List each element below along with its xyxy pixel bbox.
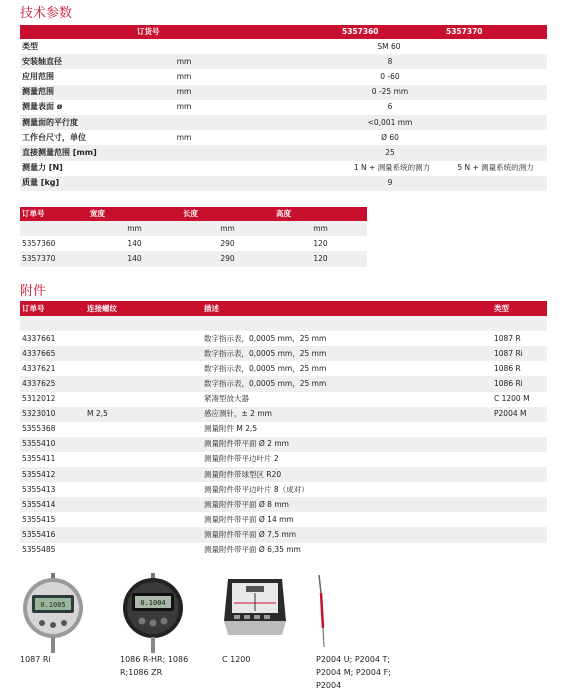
spec-row [20,161,547,176]
order-no-cell: 5355413 [22,484,56,494]
spec-unit: mm [176,102,192,112]
description-cell: 数字指示表，0,0005 mm，25 mm [204,363,327,373]
accessory-row [20,512,547,527]
spec-value: 6 [387,102,393,112]
header-height: 高度 [274,207,367,221]
spec-row [20,145,547,160]
type-cell [492,512,547,527]
width-cell: 140 [88,251,181,266]
svg-text:0.1004: 0.1004 [140,599,166,607]
description-cell: 感应测针，± 2 mm [202,407,492,422]
header-order-no: 订单号 [20,301,85,316]
spec-unit [135,115,233,130]
accessory-row [20,331,547,346]
width-cell: 140 [127,238,142,248]
amplifier-icon [220,573,290,643]
spec-row [20,100,547,115]
unit-cell: mm [181,221,274,236]
header-length: 长度 [181,207,274,221]
tech-spec-table [20,25,547,191]
digital-indicator-icon [118,573,188,653]
dimensions-row [20,251,367,266]
thread-cell [85,527,202,542]
spec-label: 质量 [kg] [20,176,135,191]
thread-cell [85,437,202,452]
order-no-cell: 4337625 [20,376,85,391]
spec-value-5357360: 1 N + 测量系统的测力 [353,163,431,173]
dimensions-table [20,207,367,267]
table-cell [492,316,547,331]
description-cell: 测量附件带平边叶片 2 [204,454,279,464]
spec-row [20,176,547,191]
spec-unit [135,145,233,160]
header-5357360: 5357360 [340,25,444,39]
order-no-cell: 5355415 [22,514,56,524]
header-width: 宽度 [88,207,181,221]
description-cell: 紧凑型放大器 [204,394,249,404]
spec-row [20,115,547,130]
table-cell [20,25,135,39]
product-caption: P2004 U; P2004 T; P2004 M; P2004 F; P2004 [316,655,391,690]
svg-text:0.1005: 0.1005 [40,601,66,609]
spec-label: 测量力 [N] [22,163,63,173]
product-caption: C 1200 [222,655,251,664]
type-cell: P2004 M [492,407,547,422]
type-cell [492,467,547,482]
type-cell [492,452,547,467]
order-no-cell: 5357360 [22,238,56,248]
thread-cell [85,376,202,391]
order-no-cell: 5355410 [20,437,85,452]
spec-unit [135,39,233,54]
description-cell: 测量附件 M 2,5 [204,424,258,434]
unit-cell [20,221,88,236]
description-cell: 测量附件带平边叶片 8（成对） [204,484,309,494]
spec-value-5357370: 5 N + 测量系统的测力 [457,163,534,173]
dimensions-row [20,236,367,251]
spec-row [20,69,547,84]
order-no-cell: 4337661 [22,333,56,343]
spec-label: 测量表面 ø [22,102,63,112]
header-thread: 连接螺纹 [85,301,202,316]
accessories-section-title: 附件 [20,284,47,299]
description-cell: 测量附件带平面 Ø 7,5 mm [202,527,492,542]
thread-cell: M 2,5 [85,407,202,422]
order-no-cell: 5312012 [22,394,56,404]
type-cell: 1087 Ri [492,346,547,361]
thread-cell [85,452,202,467]
dimensions-units-row [20,221,367,236]
spec-row [20,130,547,145]
type-cell: 1086 Ri [492,376,547,391]
spec-label: 直接测量范围 [mm] [20,145,135,160]
spec-label: 类型 [22,41,38,51]
type-cell [492,437,547,452]
type-cell [492,543,547,558]
dimensions-header [20,207,367,221]
order-no-cell: 5357370 [20,251,88,266]
accessory-row [20,422,547,437]
description-cell: 测量附件带平面 Ø 6,35 mm [204,545,301,555]
thread-cell [85,346,202,361]
type-cell [492,497,547,512]
height-cell: 120 [313,238,328,248]
description-cell: 测量附件带平面 Ø 14 mm [204,514,294,524]
thread-cell [85,482,202,497]
thread-cell [85,331,202,346]
unit-cell: mm [274,221,367,236]
digital-indicator-icon [18,573,88,653]
spec-row [20,85,547,100]
height-cell: 120 [274,251,367,266]
accessories-spacer-row [20,316,547,331]
header-type: 类型 [492,301,547,316]
header-description: 描述 [202,301,492,316]
spec-unit: mm [176,132,192,142]
description-cell: 测量附件带平面 Ø 2 mm [202,437,492,452]
length-cell: 290 [181,251,274,266]
thread-cell [85,543,202,558]
accessory-row [20,527,547,542]
accessory-row [20,482,547,497]
order-no-cell: 4337621 [22,363,56,373]
table-cell [233,25,340,39]
order-no-cell: 5323010 [20,407,85,422]
description-cell: 数字指示表，0,0005 mm，25 mm [204,333,327,343]
product-caption: 1087 Ri [20,655,51,664]
spec-value: 9 [233,176,547,191]
probe-icon [313,573,333,653]
accessory-row [20,497,547,512]
table-cell [85,316,202,331]
accessory-row [20,376,547,391]
unit-cell: mm [88,221,181,236]
accessory-row [20,392,547,407]
accessories-table [20,301,547,558]
thread-cell [85,512,202,527]
order-no-cell: 4337665 [20,346,85,361]
order-no-cell: 5355485 [22,545,56,555]
accessory-row [20,437,547,452]
order-no-cell: 5355412 [20,467,85,482]
thread-cell [85,422,202,437]
spec-row [20,54,547,69]
header-order-no: 订单号 [20,207,88,221]
spec-unit: mm [135,85,233,100]
thread-cell [85,467,202,482]
order-no-cell: 5355368 [22,424,56,434]
accessory-row [20,452,547,467]
spec-value: 0 -60 [380,71,400,81]
table-cell [233,161,340,176]
accessory-row [20,467,547,482]
header-5357370: 5357370 [444,25,547,39]
thread-cell [85,497,202,512]
accessory-row [20,361,547,376]
order-no-cell: 5355411 [22,454,56,464]
order-no-cell: 5355414 [20,497,85,512]
description-cell: 数字指示表，0,0005 mm，25 mm [202,376,492,391]
tech-section-title: 技术参数 [20,6,73,21]
accessory-row [20,346,547,361]
length-cell: 290 [220,238,235,248]
thread-cell [85,392,202,407]
spec-unit [135,176,233,191]
order-no-cell: 5355416 [20,527,85,542]
description-cell: 测量附件带平面 Ø 8 mm [202,497,492,512]
accessory-row [20,543,547,558]
header-order-no: 订货号 [135,25,233,39]
tech-spec-header [20,25,547,39]
spec-label: 工作台尺寸，单位 [22,132,86,142]
table-cell [202,316,492,331]
type-cell [492,482,547,497]
accessory-row [20,407,547,422]
accessories-header [20,301,547,316]
spec-value: Ø 60 [381,132,399,142]
type-cell: 1086 R [494,363,521,373]
product-caption: 1086 R-HR; 1086 R;1086 ZR [120,655,189,677]
thread-cell [85,361,202,376]
type-cell: 1087 R [494,333,521,343]
spec-label: 安装轴直径 [20,54,135,69]
spec-value: 8 [233,54,547,69]
spec-unit [135,161,233,176]
spec-value: <0,001 mm [233,115,547,130]
spec-label: 应用范围 [22,71,54,81]
description-cell: 测量附件带球型区 R20 [202,467,492,482]
spec-unit: mm [176,71,192,81]
table-cell [20,316,85,331]
spec-value: 0 -25 mm [233,85,547,100]
spec-unit: mm [135,54,233,69]
type-cell [492,422,547,437]
type-cell [492,527,547,542]
description-cell: 数字指示表，0,0005 mm，25 mm [202,346,492,361]
spec-label: 测量面的平行度 [20,115,135,130]
spec-label: 测量范围 [20,85,135,100]
type-cell: C 1200 M [494,394,530,404]
spec-row [20,39,547,54]
spec-value: SM 60 [377,41,401,51]
spec-value: 25 [233,145,547,160]
